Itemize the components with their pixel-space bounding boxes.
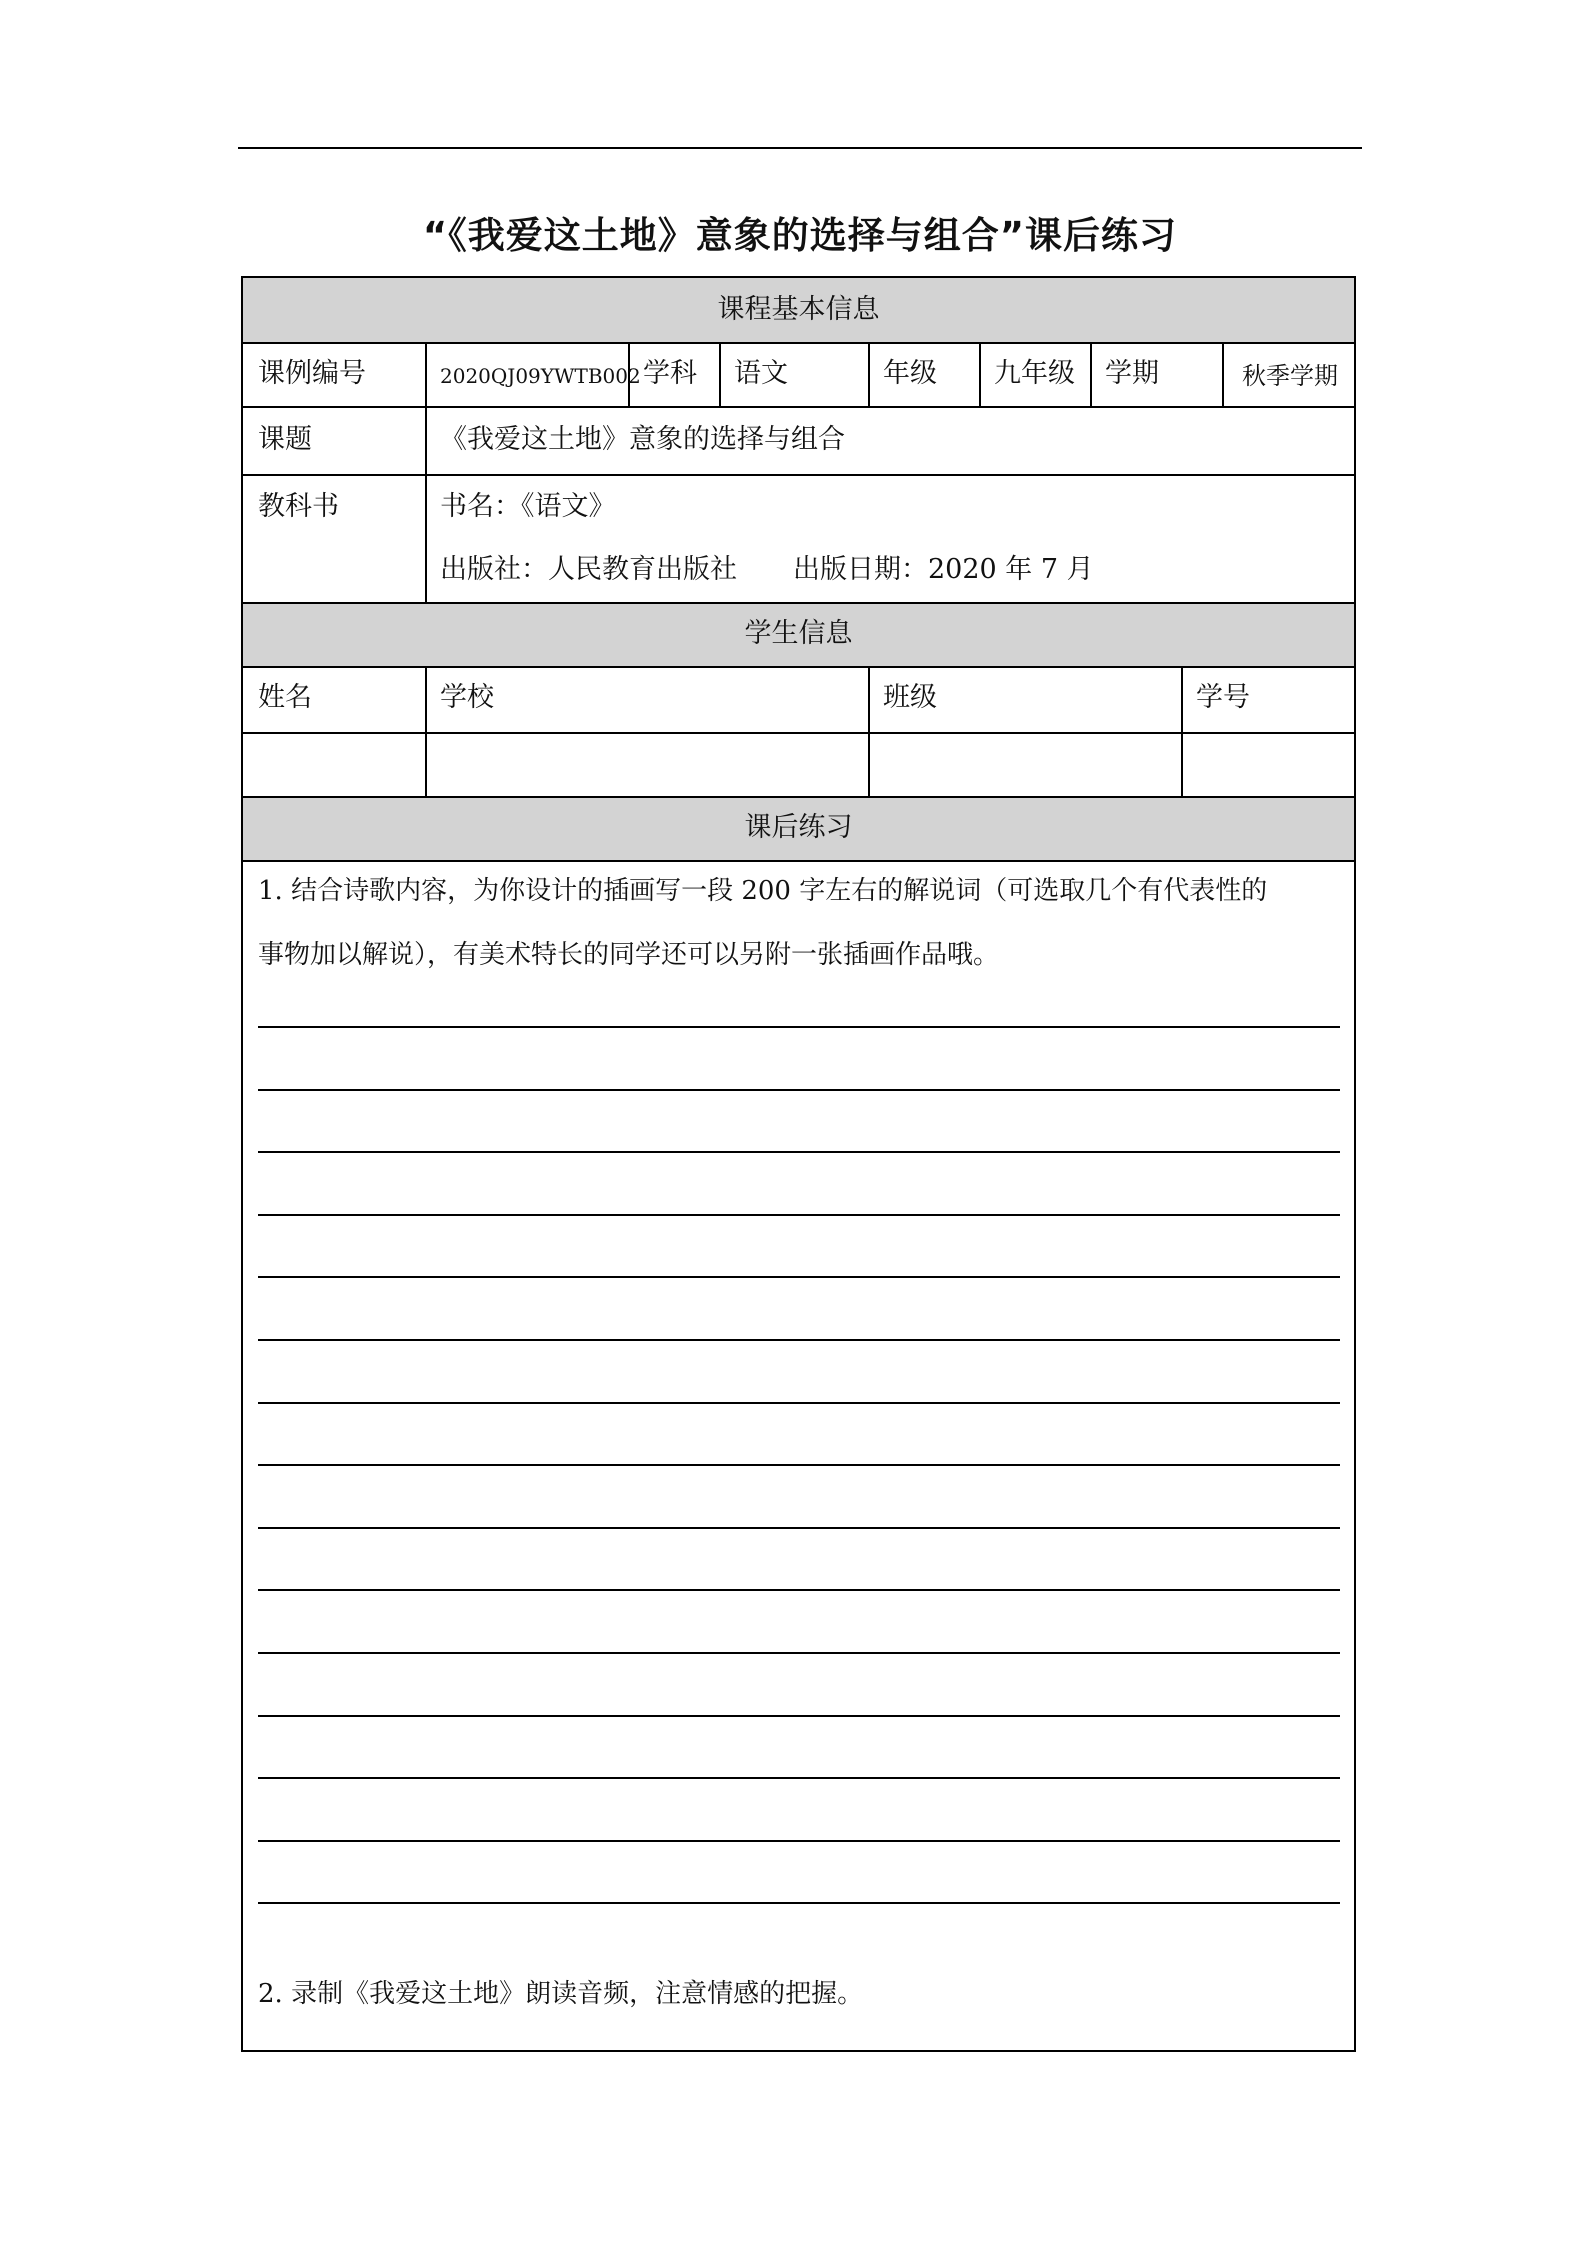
term-value: 秋季学期 — [1242, 362, 1338, 390]
answer-line — [258, 1715, 1340, 1717]
answer-line — [258, 1840, 1340, 1842]
publish-date: 出版日期：2020 年 7 月 — [793, 554, 1094, 585]
col-rule — [979, 342, 981, 406]
class-field[interactable] — [870, 734, 1181, 796]
question-2: 2. 录制《我爱这土地》朗读音频，注意情感的把握。 — [258, 1979, 864, 2009]
page-title: “《我爱这土地》意象的选择与组合”课后练习 — [422, 214, 1178, 257]
col-rule — [1090, 342, 1092, 406]
answer-line — [258, 1214, 1340, 1216]
answer-line — [258, 1902, 1340, 1904]
subject-value: 语文 — [734, 358, 788, 389]
answer-line — [258, 1652, 1340, 1654]
worksheet-table — [241, 276, 1356, 2052]
course-info-header: 课程基本信息 — [717, 294, 880, 325]
col-rule — [868, 342, 870, 406]
school-label: 学校 — [440, 682, 494, 713]
answer-line — [258, 1026, 1340, 1028]
grade-label: 年级 — [883, 358, 937, 389]
row-rule — [241, 860, 1356, 862]
answer-line — [258, 1339, 1340, 1341]
row-rule — [241, 474, 1356, 476]
student-no-label: 学号 — [1196, 682, 1250, 713]
topic-value: 《我爱这土地》意象的选择与组合 — [440, 424, 845, 455]
col-rule — [425, 342, 427, 602]
exercise-header: 课后练习 — [744, 812, 853, 843]
row-rule — [241, 406, 1356, 408]
answer-line — [258, 1777, 1340, 1779]
subject-label: 学科 — [643, 358, 697, 389]
class-label: 班级 — [883, 682, 937, 713]
answer-line — [258, 1527, 1340, 1529]
question-1-line-1: 1. 结合诗歌内容，为你设计的插画写一段 200 字左右的解说词（可选取几个有代表性的 — [258, 876, 1268, 906]
book-name: 书名：《语文》 — [440, 491, 616, 522]
col-rule — [719, 342, 721, 406]
row-rule — [241, 796, 1356, 798]
answer-line — [258, 1464, 1340, 1466]
student-no-field[interactable] — [1183, 734, 1354, 796]
school-field[interactable] — [427, 734, 868, 796]
textbook-label: 教科书 — [258, 491, 339, 522]
publisher: 出版社：人民教育出版社 — [440, 554, 737, 585]
name-label: 姓名 — [258, 682, 312, 713]
answer-line — [258, 1276, 1340, 1278]
answer-line — [258, 1589, 1340, 1591]
col-rule — [1222, 342, 1224, 406]
answer-line — [258, 1402, 1340, 1404]
header-rule — [238, 147, 1362, 149]
case-no-label: 课例编号 — [258, 358, 366, 389]
grade-value: 九年级 — [994, 358, 1075, 389]
row-rule — [241, 666, 1356, 668]
answer-line — [258, 1089, 1340, 1091]
answer-line — [258, 1151, 1340, 1153]
student-info-header: 学生信息 — [744, 618, 853, 649]
row-rule — [241, 342, 1356, 344]
row-rule — [241, 602, 1356, 604]
question-1-line-2: 事物加以解说），有美术特长的同学还可以另附一张插画作品哦。 — [258, 940, 1000, 970]
case-no-value: 2020QJ09YWTB002 — [440, 364, 641, 388]
name-field[interactable] — [243, 734, 425, 796]
term-label: 学期 — [1105, 358, 1159, 389]
topic-label: 课题 — [258, 424, 312, 455]
